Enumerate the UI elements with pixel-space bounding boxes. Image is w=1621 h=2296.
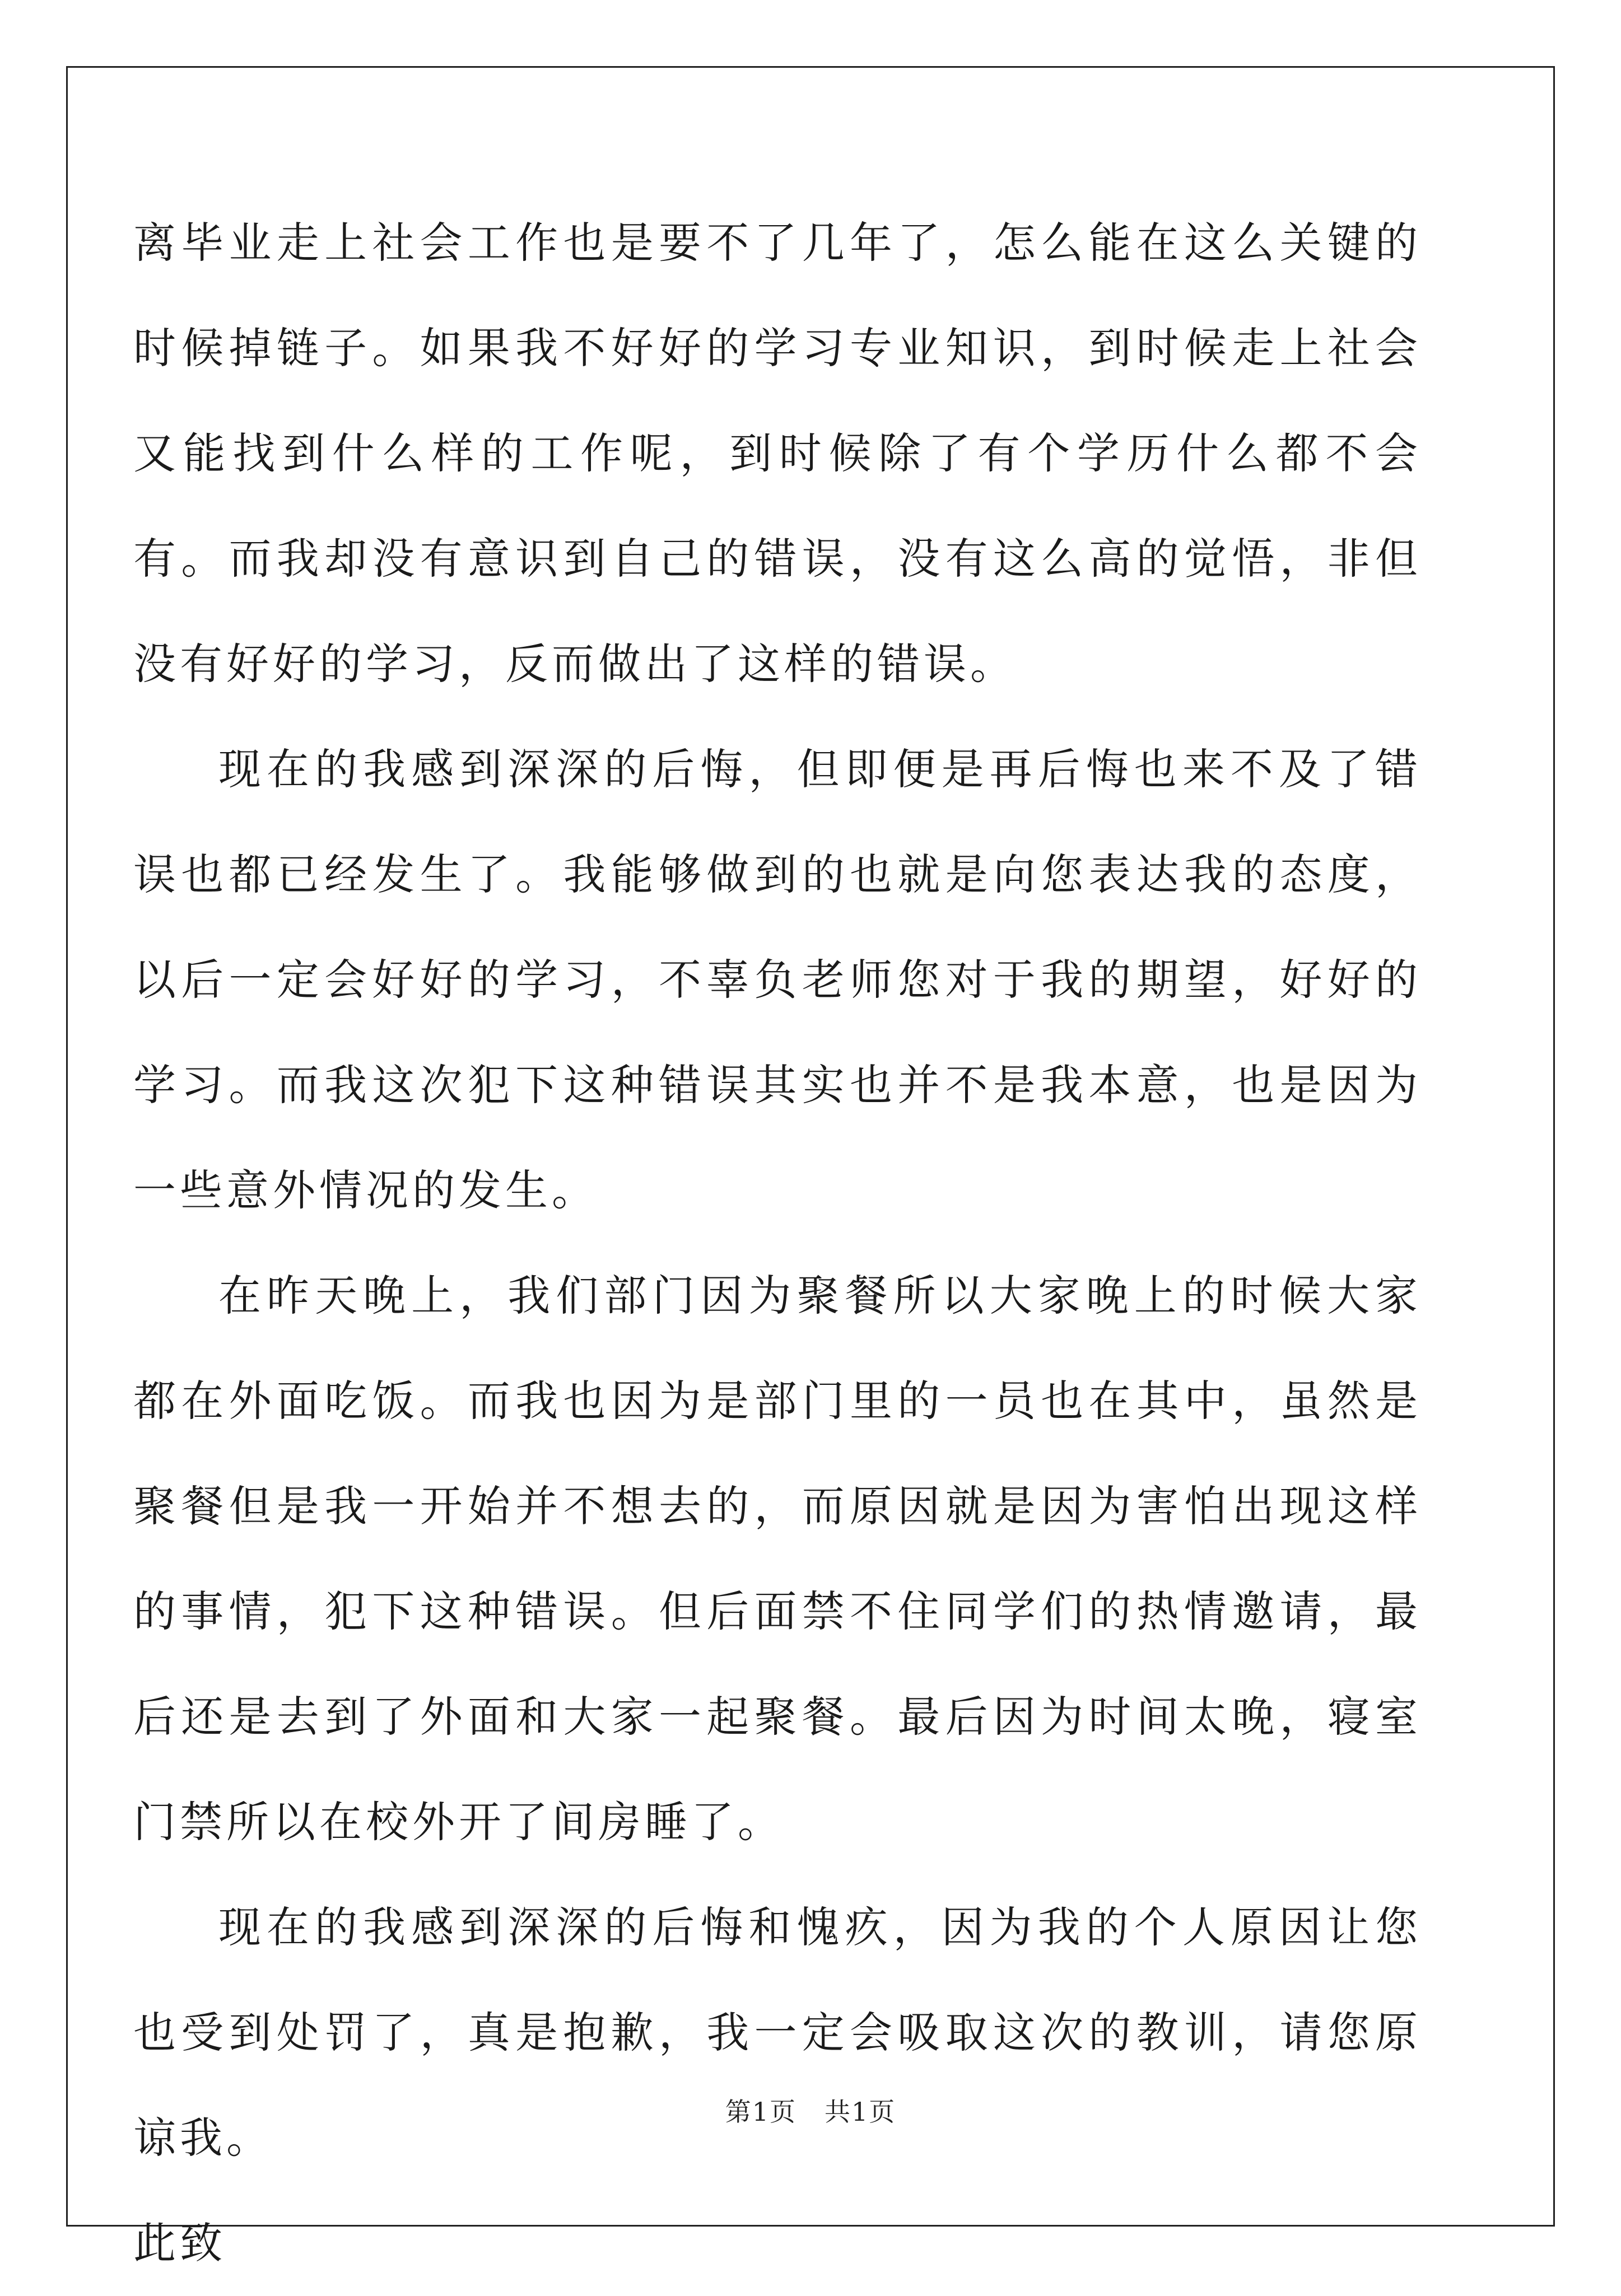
paragraph-1: 离毕业走上社会工作也是要不了几年了，怎么能在这么关键的时候掉链子。如果我不好好的学习专业知识，到时候走上社会又能找到什么样的工作呢，到时候除了有个学历什么都不会有。而我却没有意识到自己的错误，没有这么高的觉悟，非但没有好好的学习，反而做出了这样的错误。	[133, 218, 1422, 689]
paragraph-4: 现在的我感到深深的后悔和愧疚，因为我的个人原因让您也受到处罚了，真是抱歉，我一定会吸取这次的教训，请您原谅我。	[133, 1902, 1422, 2163]
document-body	[133, 190, 1422, 2296]
page-total: 共1页	[825, 2097, 896, 2127]
page-footer	[0, 2092, 1621, 2129]
paragraph-3: 在昨天晚上，我们部门因为聚餐所以大家晚上的时候大家都在外面吃饭。而我也因为是部门里的一员也在其中，虽然是聚餐但是我一开始并不想去的，而原因就是因为害怕出现这样的事情，犯下这种错误。但后面禁不住同学们的热情邀请，最后还是去到了外面和大家一起聚餐。最后因为时间太晚，寝室门禁所以在校外开了间房睡了。	[133, 1271, 1422, 1847]
page-number: 第1页	[725, 2097, 796, 2127]
closing-salutation: 此致	[133, 2218, 226, 2268]
paragraph-2: 现在的我感到深深的后悔，但即便是再后悔也来不及了错误也都已经发生了。我能够做到的也就是向您表达我的态度，以后一定会好好的学习，不辜负老师您对于我的期望，好好的学习。而我这次犯下这种错误其实也并不是我本意，也是因为一些意外情况的发生。	[133, 744, 1422, 1215]
